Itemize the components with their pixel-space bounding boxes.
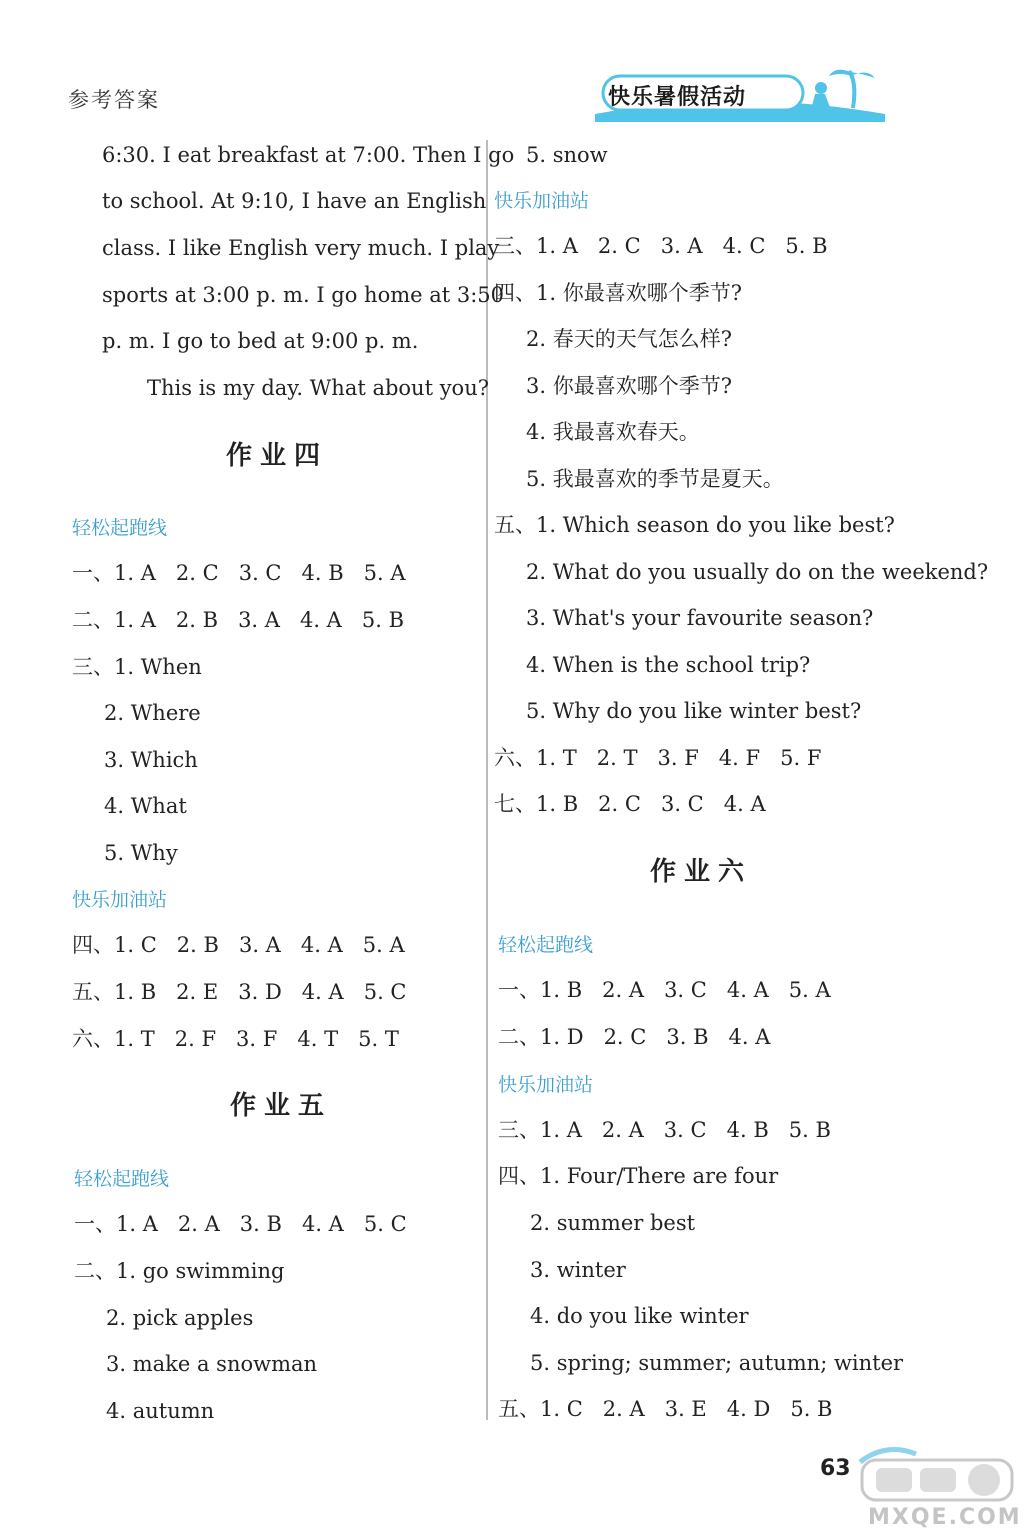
answer-line: 4. autumn xyxy=(106,1399,215,1423)
page-number: 63 xyxy=(820,1456,851,1481)
answer-line: 4. 我最喜欢春天。 xyxy=(526,420,700,444)
section-label: 快乐加油站 xyxy=(72,889,168,911)
section-label: 快乐加油站 xyxy=(494,190,590,212)
answer-line: 3. What's your favourite season? xyxy=(526,606,874,630)
answer-line: 六、1. T 2. F 3. F 4. T 5. T xyxy=(72,1027,399,1051)
answer-line: 五、1. Which season do you like best? xyxy=(494,513,895,537)
answer-line: 一、1. B 2. A 3. C 4. A 5. A xyxy=(498,978,831,1002)
answer-line: 五、1. C 2. A 3. E 4. D 5. B xyxy=(498,1397,833,1421)
answer-line: 2. Where xyxy=(104,701,201,725)
section-label: 轻松起跑线 xyxy=(74,1168,170,1190)
answer-line: 二、1. A 2. B 3. A 4. A 5. B xyxy=(72,608,405,632)
svg-text:MXQE.COM: MXQE.COM xyxy=(868,1505,1022,1530)
answer-line: 三、1. A 2. C 3. A 4. C 5. B xyxy=(494,234,828,258)
section-heading: 作业六 xyxy=(650,857,753,887)
answer-line: 六、1. T 2. T 3. F 4. F 5. F xyxy=(494,746,822,770)
answer-line: 四、1. C 2. B 3. A 4. A 5. A xyxy=(72,933,405,957)
answer-line: 一、1. A 2. C 3. C 4. B 5. A xyxy=(72,561,406,585)
header-title: 参考答案 xyxy=(68,88,160,112)
answer-line: class. I like English very much. I play xyxy=(102,236,500,260)
answer-line: 5. spring; summer; autumn; winter xyxy=(530,1351,904,1375)
answer-line: to school. At 9:10, I have an English xyxy=(102,189,487,213)
answer-line: 2. pick apples xyxy=(106,1306,254,1330)
answer-line: 3. winter xyxy=(530,1258,626,1282)
section-label: 轻松起跑线 xyxy=(72,517,168,539)
answer-line: 5. 我最喜欢的季节是夏天。 xyxy=(526,467,784,491)
answer-line: 4. When is the school trip? xyxy=(526,653,811,677)
answer-line: 二、1. go swimming xyxy=(74,1259,285,1283)
answer-line: 5. Why xyxy=(104,841,178,865)
answer-line: sports at 3:00 p. m. I go home at 3:50 xyxy=(102,283,505,307)
column-divider xyxy=(486,140,488,1420)
answer-line: 二、1. D 2. C 3. B 4. A xyxy=(498,1025,771,1049)
answer-line: 四、1. Four/There are four xyxy=(498,1164,779,1188)
answer-line: 5. snow xyxy=(526,143,608,167)
answer-line: 3. Which xyxy=(104,748,198,772)
answer-line: 一、1. A 2. A 3. B 4. A 5. C xyxy=(74,1212,407,1236)
answer-line: 4. What xyxy=(104,794,187,818)
answer-line: 七、1. B 2. C 3. C 4. A xyxy=(494,792,766,816)
answer-line: 4. do you like winter xyxy=(530,1304,749,1328)
answer-line: 四、1. 你最喜欢哪个季节? xyxy=(494,281,742,305)
answer-line: 2. 春天的天气怎么样? xyxy=(526,327,732,351)
answer-line: 2. summer best xyxy=(530,1211,696,1235)
banner-title: 快乐暑假活动 xyxy=(608,85,747,110)
answer-line: 3. 你最喜欢哪个季节? xyxy=(526,374,732,398)
answer-line: 6:30. I eat breakfast at 7:00. Then I go xyxy=(102,143,515,167)
watermark-logo xyxy=(856,1440,1026,1530)
section-heading: 作业四 xyxy=(226,441,329,471)
answer-line: p. m. I go to bed at 9:00 p. m. xyxy=(102,329,419,353)
section-label: 轻松起跑线 xyxy=(498,934,594,956)
answer-line: 三、1. A 2. A 3. C 4. B 5. B xyxy=(498,1118,831,1142)
answer-line: 3. make a snowman xyxy=(106,1352,318,1376)
section-label: 快乐加油站 xyxy=(498,1074,594,1096)
answer-line: This is my day. What about you? xyxy=(147,376,489,400)
answer-line: 五、1. B 2. E 3. D 4. A 5. C xyxy=(72,980,407,1004)
answer-line: 三、1. When xyxy=(72,655,202,679)
answer-line: 2. What do you usually do on the weekend? xyxy=(526,560,989,584)
section-heading: 作业五 xyxy=(230,1091,333,1121)
answer-line: 5. Why do you like winter best? xyxy=(526,699,862,723)
